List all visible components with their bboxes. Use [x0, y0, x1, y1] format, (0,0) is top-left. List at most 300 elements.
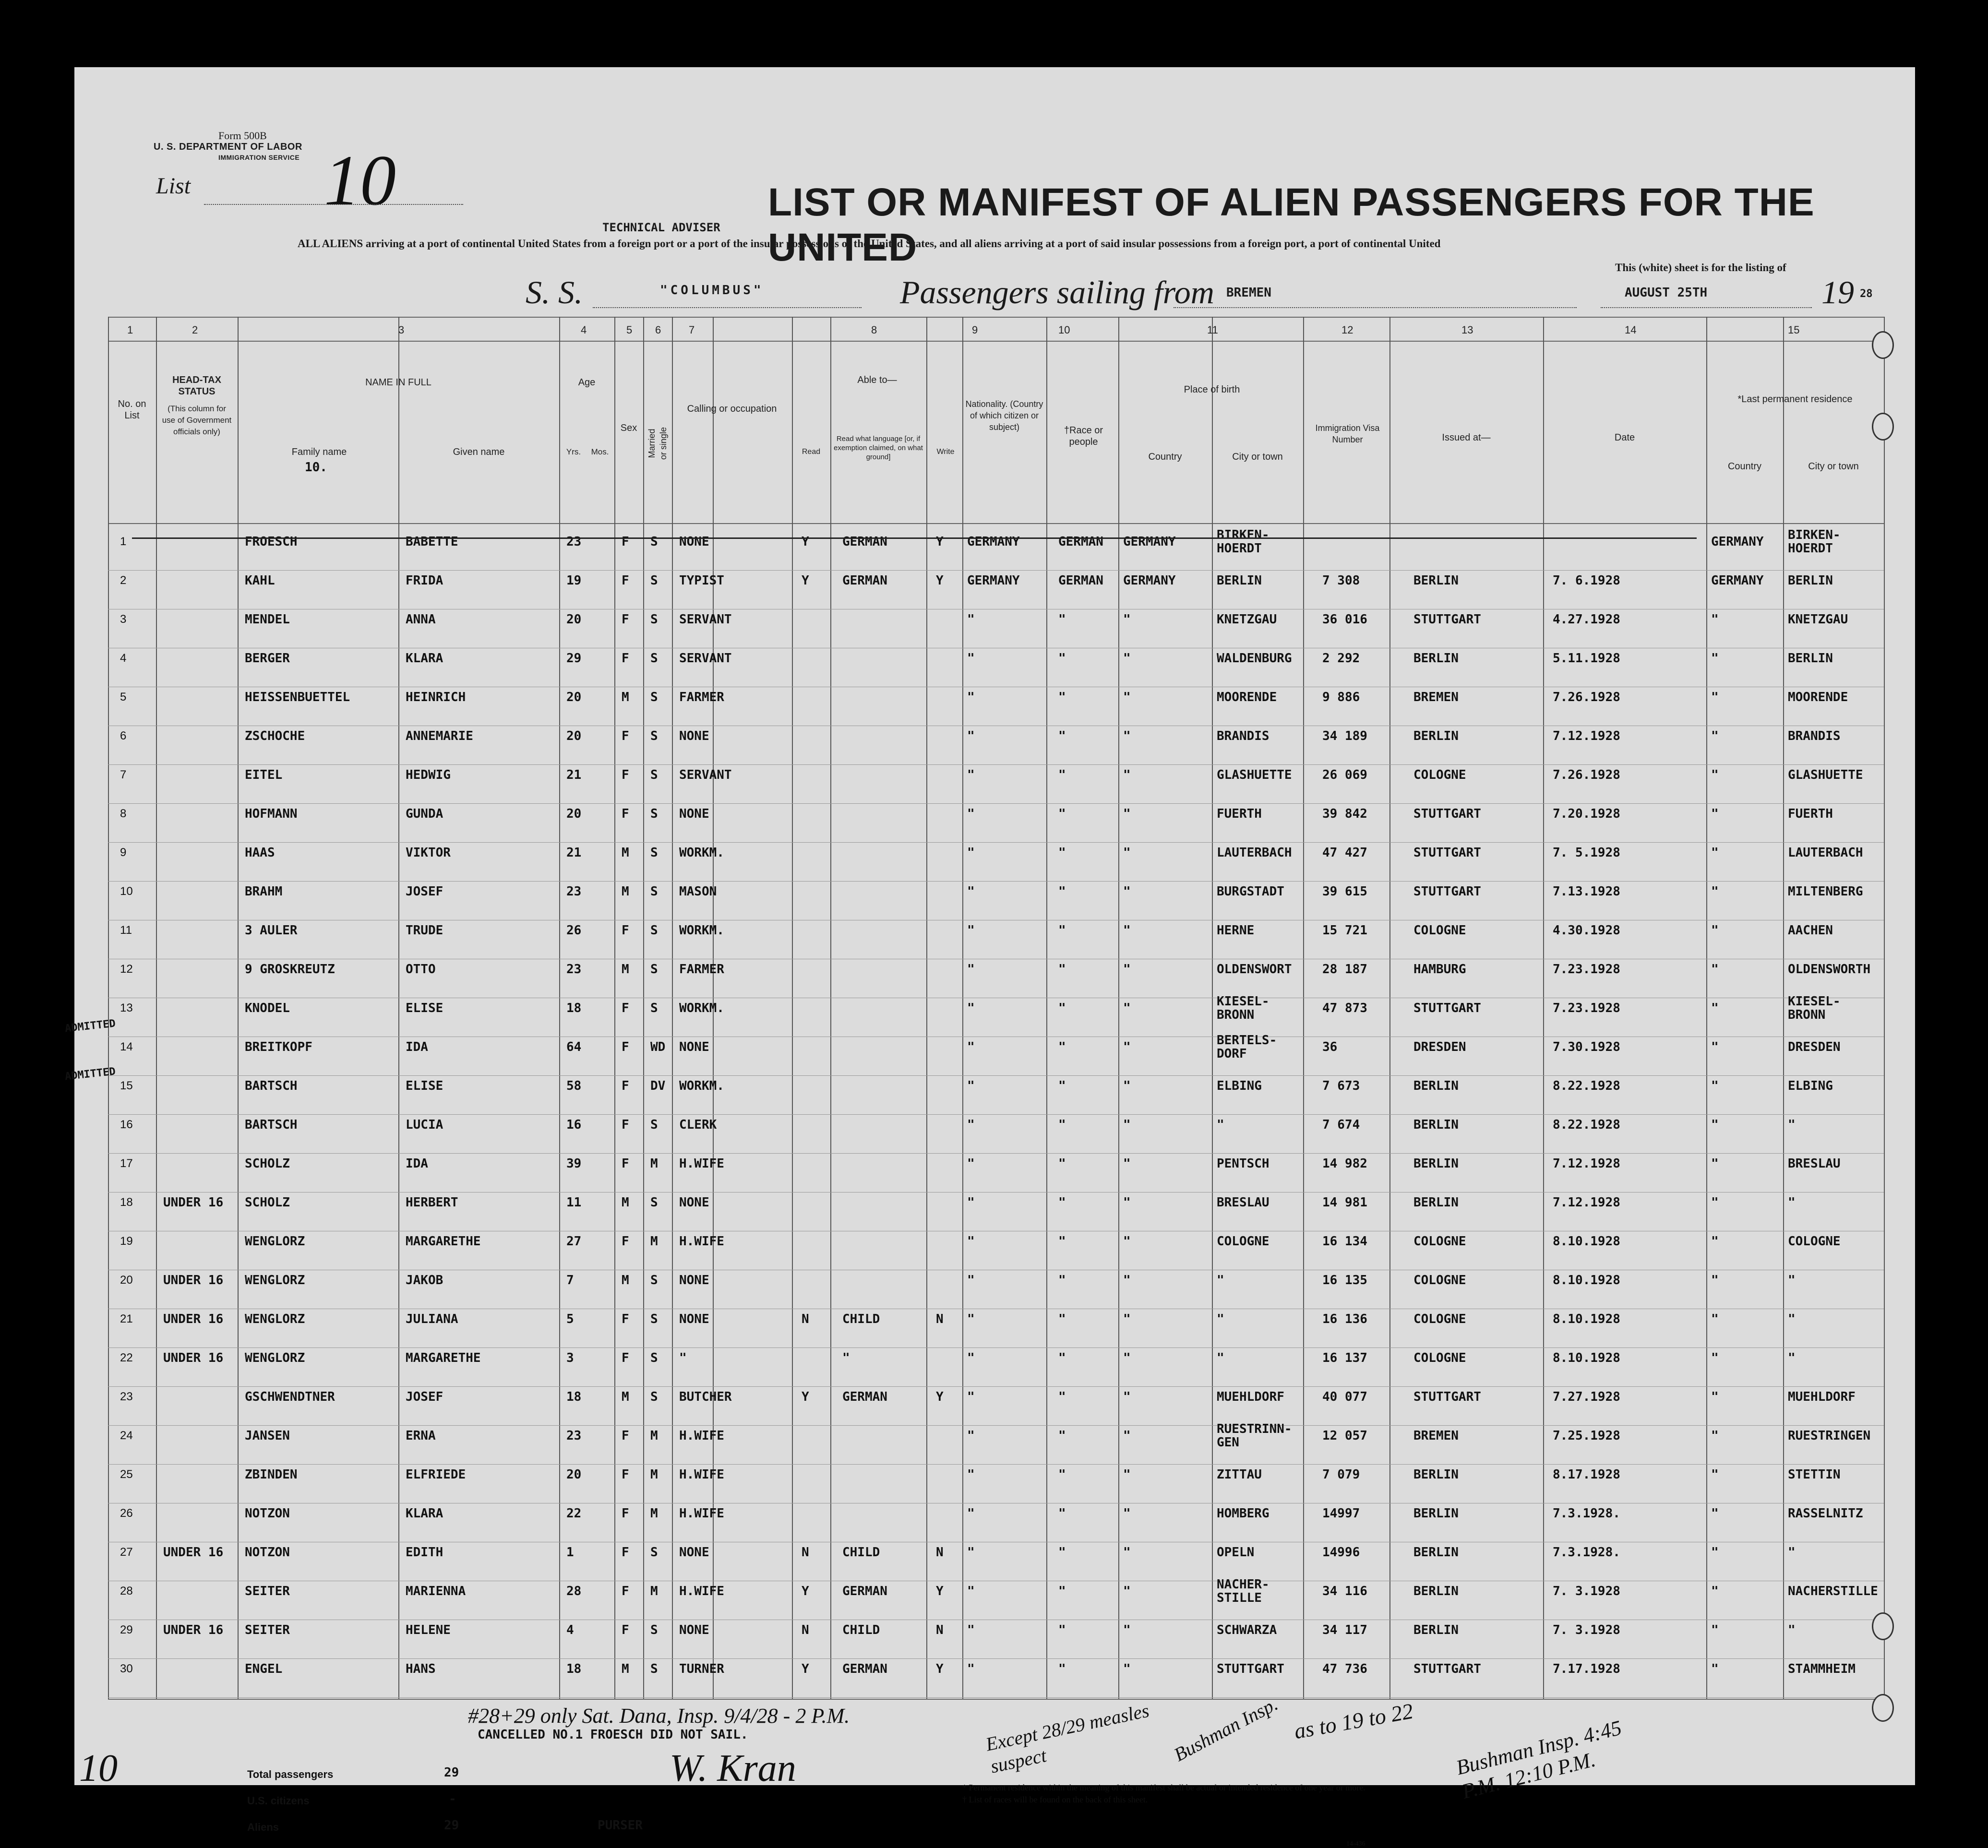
- row-7-family: EITEL: [245, 768, 283, 782]
- row-18-age: 11: [566, 1195, 582, 1210]
- row-9-age: 21: [566, 846, 582, 860]
- manifest-page: [64, 67, 1915, 1848]
- row-18-rcity: ": [1788, 1195, 1796, 1210]
- header-last-residence: *Last permanent residence: [1737, 394, 1853, 405]
- list-number: 10: [324, 141, 396, 220]
- row-22-sex: F: [622, 1351, 629, 1365]
- binder-hole: [1872, 1612, 1894, 1640]
- row-20-nat: ": [967, 1273, 975, 1288]
- row-10-given: JOSEF: [406, 884, 443, 899]
- subtitle-2: This (white) sheet is for the listing of: [1615, 262, 1786, 274]
- row-14-age: 64: [566, 1040, 582, 1054]
- row-21-rcountry: ": [1711, 1312, 1719, 1326]
- inspection-note: #28+29 only Sat. Dana, Insp. 9/4/28 - 2 P.M.: [468, 1704, 850, 1728]
- vline: [1884, 317, 1885, 1699]
- cancelled-row-strike: [132, 537, 1697, 539]
- vline: [1543, 317, 1544, 1699]
- row-7-rcountry: ": [1711, 768, 1719, 782]
- row-16-given: LUCIA: [406, 1118, 443, 1132]
- row-2-vdate: 7. 6.1928: [1553, 573, 1620, 588]
- row-24-given: ERNA: [406, 1429, 436, 1443]
- row-12-no: 12: [120, 963, 133, 976]
- row-divider: [108, 842, 1884, 843]
- row-1-bcountry: GERMANY: [1123, 535, 1176, 549]
- row-24-no: 24: [120, 1429, 133, 1442]
- row-16-family: BARTSCH: [245, 1118, 298, 1132]
- row-8-rcity: FUERTH: [1788, 807, 1833, 821]
- row-19-bcountry: ": [1123, 1234, 1131, 1249]
- row-2-race: GERMAN: [1058, 573, 1103, 588]
- row-17-rcountry: ": [1711, 1156, 1719, 1171]
- row-divider: [108, 803, 1884, 804]
- row-23-no: 23: [120, 1390, 133, 1403]
- row-8-race: ": [1058, 807, 1066, 821]
- row-4-nat: ": [967, 651, 975, 666]
- row-22-ms: S: [650, 1351, 658, 1365]
- row-11-ms: S: [650, 923, 658, 938]
- row-2-bcity: BERLIN: [1217, 573, 1262, 588]
- row-21-bcity: ": [1217, 1312, 1224, 1326]
- row-15-sex: F: [622, 1079, 629, 1093]
- header-write: Write: [936, 448, 955, 456]
- header-given-name: Given name: [453, 447, 505, 457]
- vline: [926, 317, 927, 1699]
- form-number: Form 500B: [218, 130, 267, 142]
- row-15-vdate: 8.22.1928: [1553, 1079, 1620, 1093]
- row-12-visa: 28 187: [1322, 962, 1367, 977]
- row-10-vdate: 7.13.1928: [1553, 884, 1620, 899]
- row-3-rcity: KNETZGAU: [1788, 612, 1848, 627]
- row-6-visa: 34 189: [1322, 729, 1367, 743]
- row-20-given: JAKOB: [406, 1273, 443, 1288]
- row-2-visa: 7 308: [1322, 573, 1360, 588]
- row-2-write: Y: [936, 573, 944, 588]
- row-6-vdate: 7.12.1928: [1553, 729, 1620, 743]
- vline: [1706, 317, 1707, 1699]
- row-divider: [108, 1464, 1884, 1465]
- row-9-rcountry: ": [1711, 846, 1719, 860]
- row-7-occ: SERVANT: [679, 768, 732, 782]
- row-22-tax: UNDER 16: [163, 1351, 224, 1365]
- row-13-bcountry: ": [1123, 1001, 1131, 1015]
- row-18-tax: UNDER 16: [163, 1195, 224, 1210]
- row-1-write: Y: [936, 535, 944, 549]
- row-3-vdate: 4.27.1928: [1553, 612, 1620, 627]
- row-12-given: OTTO: [406, 962, 436, 977]
- row-30-sex: M: [622, 1662, 629, 1676]
- row-27-no: 27: [120, 1546, 133, 1559]
- vline: [156, 317, 157, 1699]
- row-9-bcity: LAUTERBACH: [1217, 846, 1292, 860]
- rows-note: as to 19 to 22: [1292, 1698, 1415, 1744]
- row-10-sex: M: [622, 884, 629, 899]
- row-21-bcountry: ": [1123, 1312, 1131, 1326]
- row-26-race: ": [1058, 1506, 1066, 1521]
- row-30-occ: TURNER: [679, 1662, 724, 1676]
- header-birth-country: Country: [1148, 452, 1182, 462]
- row-13-visa: 47 873: [1322, 1001, 1367, 1015]
- row-10-visa: 39 615: [1322, 884, 1367, 899]
- row-27-vdate: 7.3.1928.: [1553, 1545, 1620, 1560]
- row-8-vdate: 7.20.1928: [1553, 807, 1620, 821]
- row-17-ms: M: [650, 1156, 658, 1171]
- row-20-issued: COLOGNE: [1413, 1273, 1466, 1288]
- aliens-value: 29: [444, 1818, 459, 1833]
- row-29-visa: 34 117: [1322, 1623, 1367, 1637]
- row-20-rcountry: ": [1711, 1273, 1719, 1288]
- row-9-issued: STUTTGART: [1413, 846, 1481, 860]
- row-25-issued: BERLIN: [1413, 1467, 1459, 1482]
- row-18-no: 18: [120, 1196, 133, 1209]
- row-15-race: ": [1058, 1079, 1066, 1093]
- binder-hole: [1872, 331, 1894, 359]
- row-27-age: 1: [566, 1545, 574, 1560]
- row-27-sex: F: [622, 1545, 629, 1560]
- row-5-no: 5: [120, 691, 127, 703]
- row-26-sex: F: [622, 1506, 629, 1521]
- row-13-age: 18: [566, 1001, 582, 1015]
- row-28-bcountry: ": [1123, 1584, 1131, 1598]
- row-23-age: 18: [566, 1390, 582, 1404]
- row-17-no: 17: [120, 1157, 133, 1170]
- row-13-no: 13: [120, 1001, 133, 1014]
- row-14-nat: ": [967, 1040, 975, 1054]
- colnum-15: 15: [1788, 324, 1800, 336]
- grid-numbers: [108, 341, 1884, 342]
- row-21-lang: CHILD: [842, 1312, 880, 1326]
- citizens-label: U.S. citizens: [247, 1795, 310, 1807]
- colnum-13: 13: [1461, 324, 1473, 336]
- row-30-no: 30: [120, 1662, 133, 1675]
- row-29-nat: ": [967, 1623, 975, 1637]
- row-21-rcity: ": [1788, 1312, 1796, 1326]
- row-4-occ: SERVANT: [679, 651, 732, 666]
- total-label: Total passengers: [247, 1768, 334, 1780]
- row-18-sex: M: [622, 1195, 629, 1210]
- row-7-ms: S: [650, 768, 658, 782]
- row-12-occ: FARMER: [679, 962, 724, 977]
- row-30-write: Y: [936, 1662, 944, 1676]
- row-19-vdate: 8.10.1928: [1553, 1234, 1620, 1249]
- row-8-bcity: FUERTH: [1217, 807, 1262, 821]
- page-title: LIST OR MANIFEST OF ALIEN PASSENGERS FOR THE UNITED: [768, 180, 1815, 269]
- row-11-issued: COLOGNE: [1413, 923, 1466, 938]
- row-11-nat: ": [967, 923, 975, 938]
- row-27-rcity: ": [1788, 1545, 1796, 1560]
- row-24-visa: 12 057: [1322, 1429, 1367, 1443]
- row-29-read: N: [802, 1623, 809, 1637]
- row-21-vdate: 8.10.1928: [1553, 1312, 1620, 1326]
- row-30-age: 18: [566, 1662, 582, 1676]
- row-30-given: HANS: [406, 1662, 436, 1676]
- row-10-rcity: MILTENBERG: [1788, 884, 1863, 899]
- row-3-rcountry: ": [1711, 612, 1719, 627]
- row-12-rcity: OLDENSWORTH: [1788, 962, 1871, 977]
- row-divider: [108, 764, 1884, 765]
- row-11-occ: WORKM.: [679, 923, 724, 938]
- row-11-sex: F: [622, 923, 629, 938]
- row-5-sex: M: [622, 690, 629, 704]
- row-12-bcountry: ": [1123, 962, 1131, 977]
- ship-underline: [593, 307, 862, 308]
- row-1-read: Y: [802, 535, 809, 549]
- row-7-nat: ": [967, 768, 975, 782]
- row-11-no: 11: [120, 924, 132, 937]
- colnum-1: 1: [127, 324, 133, 336]
- row-23-family: GSCHWENDTNER: [245, 1390, 335, 1404]
- row-1-occ: NONE: [679, 535, 709, 549]
- row-3-no: 3: [120, 613, 127, 626]
- row-30-read: Y: [802, 1662, 809, 1676]
- row-12-race: ": [1058, 962, 1066, 977]
- header-family-name: Family name: [291, 447, 347, 457]
- row-22-visa: 16 137: [1322, 1351, 1367, 1365]
- row-25-vdate: 8.17.1928: [1553, 1467, 1620, 1482]
- row-1-bcity: BIRKEN- HOERDT: [1217, 528, 1269, 556]
- row-29-vdate: 7. 3.1928: [1553, 1623, 1620, 1637]
- colnum-11: 11: [1207, 324, 1218, 336]
- row-23-sex: M: [622, 1390, 629, 1404]
- row-7-rcity: GLASHUETTE: [1788, 768, 1863, 782]
- grid-header-bottom: [108, 523, 1884, 524]
- row-14-sex: F: [622, 1040, 629, 1054]
- department: U. S. DEPARTMENT OF LABOR: [154, 142, 302, 152]
- row-3-nat: ": [967, 612, 975, 627]
- row-7-visa: 26 069: [1322, 768, 1367, 782]
- row-26-ms: M: [650, 1506, 658, 1521]
- row-14-bcity: BERTELS- DORF: [1217, 1033, 1277, 1061]
- footnote-races: † List of races will be found on the back of this sheet.: [962, 1795, 1148, 1804]
- row-3-age: 20: [566, 612, 582, 627]
- row-18-visa: 14 981: [1322, 1195, 1367, 1210]
- vline: [672, 317, 673, 1699]
- row-17-sex: F: [622, 1156, 629, 1171]
- row-22-race: ": [1058, 1351, 1066, 1365]
- row-20-sex: M: [622, 1273, 629, 1288]
- vline: [1783, 317, 1784, 1699]
- row-28-vdate: 7. 3.1928: [1553, 1584, 1620, 1598]
- row-8-ms: S: [650, 807, 658, 821]
- vline: [1118, 317, 1119, 1699]
- sailing-date: AUGUST 25TH: [1625, 286, 1708, 300]
- row-18-rcountry: ": [1711, 1195, 1719, 1210]
- inspector-note: Bushman Insp.: [1170, 1693, 1281, 1766]
- header-issued-at: Issued at—: [1442, 432, 1491, 443]
- row-22-no: 22: [120, 1351, 133, 1364]
- row-divider: [108, 1697, 1884, 1698]
- ss-label: S. S.: [526, 274, 583, 310]
- row-23-write: Y: [936, 1390, 944, 1404]
- row-24-sex: F: [622, 1429, 629, 1443]
- row-26-issued: BERLIN: [1413, 1506, 1459, 1521]
- row-9-nat: ": [967, 846, 975, 860]
- row-16-no: 16: [120, 1118, 133, 1131]
- row-17-rcity: BRESLAU: [1788, 1156, 1841, 1171]
- row-2-read: Y: [802, 573, 809, 588]
- row-26-given: KLARA: [406, 1506, 443, 1521]
- row-27-bcountry: ": [1123, 1545, 1131, 1560]
- row-14-ms: WD: [650, 1040, 666, 1054]
- row-29-bcity: SCHWARZA: [1217, 1623, 1277, 1637]
- row-divider: [108, 881, 1884, 882]
- row-6-no: 6: [120, 729, 127, 742]
- row-9-race: ": [1058, 846, 1066, 860]
- row-6-given: ANNEMARIE: [406, 729, 473, 743]
- row-27-visa: 14996: [1322, 1545, 1360, 1560]
- row-19-rcity: COLOGNE: [1788, 1234, 1841, 1249]
- row-9-family: HAAS: [245, 846, 275, 860]
- vline: [614, 317, 615, 1699]
- row-4-vdate: 5.11.1928: [1553, 651, 1620, 666]
- row-5-visa: 9 886: [1322, 690, 1360, 704]
- row-2-no: 2: [120, 574, 127, 587]
- row-11-rcity: AACHEN: [1788, 923, 1833, 938]
- row-5-ms: S: [650, 690, 658, 704]
- row-1-sex: F: [622, 535, 629, 549]
- row-19-ms: M: [650, 1234, 658, 1249]
- header-race: †Race or people: [1064, 425, 1103, 447]
- row-21-issued: COLOGNE: [1413, 1312, 1466, 1326]
- row-24-occ: H.WIFE: [679, 1429, 724, 1443]
- port-underline: [1174, 307, 1577, 308]
- admitted-stamp: ADMITTED: [64, 1017, 116, 1035]
- row-28-family: SEITER: [245, 1584, 290, 1598]
- vline: [643, 317, 644, 1699]
- row-20-family: WENGLORZ: [245, 1273, 305, 1288]
- row-26-nat: ": [967, 1506, 975, 1521]
- row-28-ms: M: [650, 1584, 658, 1598]
- row-19-issued: COLOGNE: [1413, 1234, 1466, 1249]
- row-8-rcountry: ": [1711, 807, 1719, 821]
- row-22-issued: COLOGNE: [1413, 1351, 1466, 1365]
- header-nationality: Nationality. (Country of which citizen or subject): [965, 399, 1043, 432]
- row-2-age: 19: [566, 573, 582, 588]
- row-10-issued: STUTTGART: [1413, 884, 1481, 899]
- vline: [108, 317, 109, 1699]
- row-11-bcity: HERNE: [1217, 923, 1255, 938]
- row-27-nat: ": [967, 1545, 975, 1560]
- row-25-rcity: STETTIN: [1788, 1467, 1841, 1482]
- row-15-no: 15: [120, 1079, 133, 1092]
- row-22-vdate: 8.10.1928: [1553, 1351, 1620, 1365]
- row-29-sex: F: [622, 1623, 629, 1637]
- row-26-vdate: 7.3.1928.: [1553, 1506, 1620, 1521]
- grid-bottom: [108, 1699, 1884, 1700]
- row-8-sex: F: [622, 807, 629, 821]
- row-10-rcountry: ": [1711, 884, 1719, 899]
- row-19-occ: H.WIFE: [679, 1234, 724, 1249]
- row-4-bcity: WALDENBURG: [1217, 651, 1292, 666]
- row-3-occ: SERVANT: [679, 612, 732, 627]
- row-28-occ: H.WIFE: [679, 1584, 724, 1598]
- row-27-bcity: OPELN: [1217, 1545, 1255, 1560]
- row-8-nat: ": [967, 807, 975, 821]
- row-18-nat: ": [967, 1195, 975, 1210]
- row-17-occ: H.WIFE: [679, 1156, 724, 1171]
- list-label: List: [156, 173, 191, 199]
- row-19-rcountry: ": [1711, 1234, 1719, 1249]
- row-18-ms: S: [650, 1195, 658, 1210]
- row-29-write: N: [936, 1623, 944, 1637]
- row-18-given: HERBERT: [406, 1195, 458, 1210]
- row-7-bcountry: ": [1123, 768, 1131, 782]
- colnum-3: 3: [398, 324, 405, 336]
- row-4-race: ": [1058, 651, 1066, 666]
- row-12-issued: HAMBURG: [1413, 962, 1466, 977]
- row-1-given: BABETTE: [406, 535, 458, 549]
- row-3-given: ANNA: [406, 612, 436, 627]
- row-1-ms: S: [650, 535, 658, 549]
- row-23-read: Y: [802, 1390, 809, 1404]
- row-1-lang: GERMAN: [842, 535, 887, 549]
- row-21-race: ": [1058, 1312, 1066, 1326]
- row-1-rcountry: GERMANY: [1711, 535, 1764, 549]
- row-28-age: 28: [566, 1584, 582, 1598]
- row-7-given: HEDWIG: [406, 768, 451, 782]
- row-16-race: ": [1058, 1118, 1066, 1132]
- row-26-bcountry: ": [1123, 1506, 1131, 1521]
- row-16-vdate: 8.22.1928: [1553, 1118, 1620, 1132]
- row-2-occ: TYPIST: [679, 573, 724, 588]
- row-17-age: 39: [566, 1156, 582, 1171]
- row-23-bcity: MUEHLDORF: [1217, 1390, 1284, 1404]
- row-11-visa: 15 721: [1322, 923, 1367, 938]
- row-4-no: 4: [120, 652, 127, 665]
- row-7-sex: F: [622, 768, 629, 782]
- row-13-vdate: 7.23.1928: [1553, 1001, 1620, 1015]
- header-birth-city: City or town: [1232, 452, 1283, 462]
- row-15-visa: 7 673: [1322, 1079, 1360, 1093]
- row-25-sex: F: [622, 1467, 629, 1482]
- row-1-rcity: BIRKEN- HOERDT: [1788, 528, 1841, 556]
- row-23-rcity: MUEHLDORF: [1788, 1390, 1856, 1404]
- footnote-residence: * Permanent residence within the meaning of this manifest shall be actual or intended residence of one year or more.: [962, 1783, 1365, 1792]
- row-30-bcountry: ": [1123, 1662, 1131, 1676]
- row-23-ms: S: [650, 1390, 658, 1404]
- row-11-age: 26: [566, 923, 582, 938]
- row-29-given: HELENE: [406, 1623, 451, 1637]
- row-8-issued: STUTTGART: [1413, 807, 1481, 821]
- row-18-occ: NONE: [679, 1195, 709, 1210]
- row-15-ms: DV: [650, 1079, 666, 1093]
- citizens-value: -: [449, 1792, 456, 1806]
- row-23-issued: STUTTGART: [1413, 1390, 1481, 1404]
- row-divider: [108, 1347, 1884, 1348]
- row-8-visa: 39 842: [1322, 807, 1367, 821]
- row-3-bcountry: ": [1123, 612, 1131, 627]
- row-27-family: NOTZON: [245, 1545, 290, 1560]
- header-head-tax-note: (This column for use of Government officials only): [162, 404, 232, 436]
- row-27-rcountry: ": [1711, 1545, 1719, 1560]
- row-19-age: 27: [566, 1234, 582, 1249]
- row-21-visa: 16 136: [1322, 1312, 1367, 1326]
- row-2-family: KAHL: [245, 573, 275, 588]
- row-15-family: BARTSCH: [245, 1079, 298, 1093]
- row-4-rcity: BERLIN: [1788, 651, 1833, 666]
- row-15-issued: BERLIN: [1413, 1079, 1459, 1093]
- binder-hole: [1872, 413, 1894, 441]
- row-28-issued: BERLIN: [1413, 1584, 1459, 1598]
- row-16-rcountry: ": [1711, 1118, 1719, 1132]
- row-17-bcity: PENTSCH: [1217, 1156, 1269, 1171]
- row-18-race: ": [1058, 1195, 1066, 1210]
- row-4-sex: F: [622, 651, 629, 666]
- measles-note: Except 28/29 measles suspect: [983, 1699, 1151, 1777]
- row-20-bcity: ": [1217, 1273, 1224, 1288]
- row-6-rcity: BRANDIS: [1788, 729, 1841, 743]
- row-22-nat: ": [967, 1351, 975, 1365]
- row-22-rcountry: ": [1711, 1351, 1719, 1365]
